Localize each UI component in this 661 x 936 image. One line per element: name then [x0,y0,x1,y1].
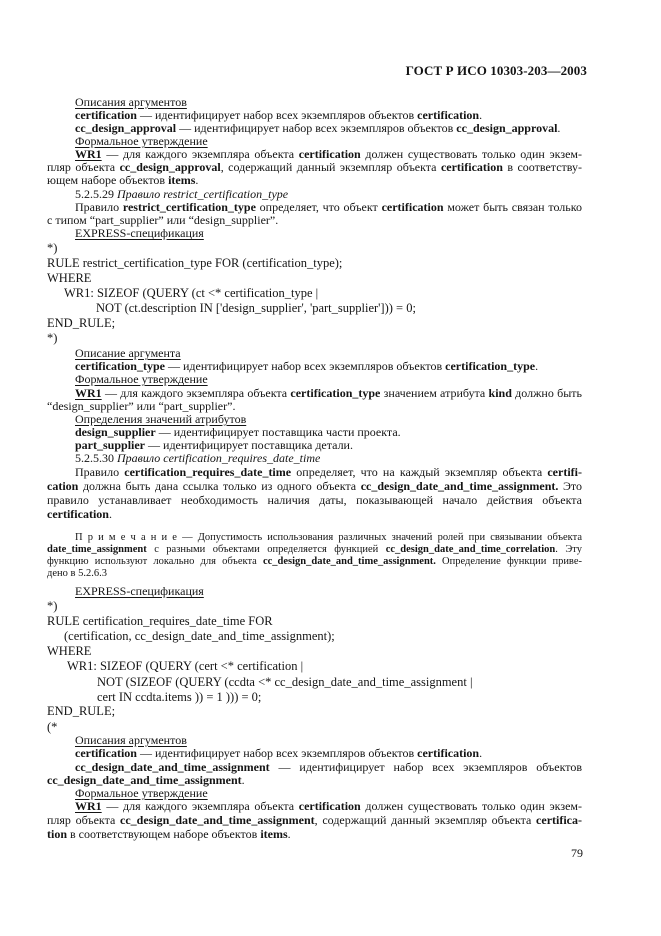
page-number: 79 [571,846,583,860]
rule-30-para-line-4: certification. [47,507,112,521]
argument-cc-design-date-and-time-assignment-cont: cc_design_date_and_time_assignment. [47,773,245,787]
note-line-4: дено в 5.2.6.3 [47,568,107,579]
code-line: cert IN ccdta.items )) = 1 ))) = 0; [97,690,262,704]
rule-30-para-line-3: правило устанавливает необходимость наличия даты, показывающей начало действия объекта [47,493,582,507]
wr1-line-2: пляр объекта cc_design_date_and_time_assignment, содержащий данный экземпляр объекта certifica- [47,813,583,827]
argument-certification: certification — идентифицирует набор всех экземпляров объектов certification. [75,108,483,122]
code-line: NOT (SIZEOF (QUERY (ccdta <* cc_design_date_and_time_assignment | [97,675,473,689]
note-line-2: date_time_assignment с разными объектами определяется функцией cc_design_date_and_time_correlation. Эту [47,544,582,555]
comment-close: *) [47,599,58,613]
formal-statement-heading: Формальное утверждение [75,786,208,800]
rule-29-para-line-1: Правило restrict_certification_type определяет, что объект certification может быть связан только [75,200,582,214]
code-line: WHERE [47,644,92,658]
wr1-line-1: WR1 — для каждого экземпляра объекта certification должен существовать только один экзем- [75,799,582,813]
attribute-part-supplier: part_supplier — идентифицирует поставщика детали. [75,438,353,452]
code-line: END_RULE; [47,704,116,718]
wr1-line-1: WR1 — для каждого экземпляра объекта certification_type значением атрибута kind должно быть [75,386,582,400]
comment-open: *) [47,331,58,345]
comment-close: *) [47,241,58,255]
wr1-line-3: ющем наборе объектов items. [47,173,199,187]
note-line-3: функцию используют локально для объекта cc_design_date_and_time_assignment. Определение функции приве- [47,556,582,567]
code-line: WR1: SIZEOF (QUERY (ct <* certification_type | [64,286,319,300]
argument-certification-type: certification_type — идентифицирует набор всех экземпляров объектов certification_type. [75,359,539,373]
comment-open: (* [47,720,58,734]
rule-29-para-line-2: с типом “part_supplier” или “design_supplier”. [47,213,279,227]
arguments-heading: Описания аргументов [75,95,187,109]
argument-cc-design-date-and-time-assignment: cc_design_date_and_time_assignment — идентифицирует набор всех экземпляров объектов [75,760,582,774]
code-line: WR1: SIZEOF (QUERY (cert <* certification | [67,659,304,673]
formal-statement-heading: Формальное утверждение [75,372,208,386]
argument-cc-design-approval: cc_design_approval — идентифицирует набор всех экземпляров объектов cc_design_approval. [75,121,561,135]
formal-statement-heading: Формальное утверждение [75,134,208,148]
code-line: END_RULE; [47,316,116,330]
arguments-heading: Описания аргументов [75,733,187,747]
wr1-line-2: “design_supplier” или “part_supplier”. [47,399,236,413]
code-line: NOT (ct.description IN ['design_supplier', 'part_supplier'])) = 0; [96,301,416,315]
code-line: RULE certification_requires_date_time FOR [47,614,273,628]
rule-29-title: 5.2.5.29 Правило restrict_certification_type [75,187,289,201]
argument-certification: certification — идентифицирует набор всех экземпляров объектов certification. [75,746,483,760]
attribute-definitions-heading: Определения значений атрибутов [75,412,247,426]
express-heading: EXPRESS-спецификация [75,584,204,598]
rule-30-title: 5.2.5.30 Правило certification_requires_date_time [75,451,321,465]
wr1-line-3: tion в соответствующем наборе объектов items. [47,827,291,841]
express-heading: EXPRESS-спецификация [75,226,204,240]
attribute-design-supplier: design_supplier — идентифицирует поставщика части проекта. [75,425,401,439]
note-line-1: П р и м е ч а н и е — Допустимость использования различных значений ролей при связывании объекта [75,532,582,543]
argument-heading: Описание аргумента [75,346,181,360]
code-line: RULE restrict_certification_type FOR (certification_type); [47,256,343,270]
rule-30-para-line-2: cation должна быть дана ссылка только из одного объекта cc_design_date_and_time_assignment. Это [47,479,582,493]
wr1-line-2: пляр объекта cc_design_approval, содержащий данный экземпляр объекта certification в соответству- [47,160,583,174]
code-line: WHERE [47,271,92,285]
rule-30-para-line-1: Правило certification_requires_date_time определяет, что на каждый экземпляр объекта certifi- [75,465,582,479]
wr1-line-1: WR1 — для каждого экземпляра объекта certification должен существовать только один экзем- [75,147,582,161]
code-line: (certification, cc_design_date_and_time_assignment); [64,629,335,643]
document-header: ГОСТ Р ИСО 10303-203—2003 [405,63,587,78]
